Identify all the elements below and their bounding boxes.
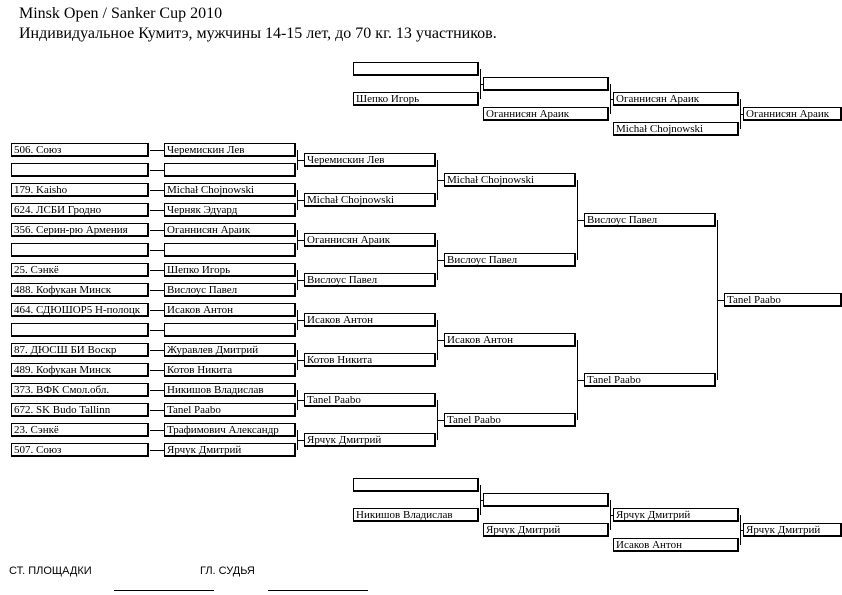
repechage-bottom-r2-slot-2: Ярчук Дмитрий xyxy=(483,523,609,537)
connector xyxy=(150,190,164,191)
connector xyxy=(150,170,164,171)
club-slot: 356. Серин-рю Армения xyxy=(11,223,149,237)
court-signature-line xyxy=(114,590,214,591)
club-slot xyxy=(11,243,149,257)
round2-slot: Исаков Антон xyxy=(304,313,436,327)
round3-slot: Michał Chojnowski xyxy=(444,173,576,187)
repechage-bottom-r1-slot-1 xyxy=(353,478,479,492)
club-slot: 488. Кофукан Минск xyxy=(11,283,149,297)
club-slot xyxy=(11,163,149,177)
repechage-top-r2-slot-2: Оганнисян Араик xyxy=(483,107,609,121)
club-slot: 87. ДЮСШ БИ Воскр xyxy=(11,343,149,357)
round4-slot: Вислоус Павел xyxy=(584,213,716,227)
round1-slot: Никишов Владислав xyxy=(164,383,296,397)
connector xyxy=(150,430,164,431)
repechage-top-r3-slot-2: Michał Chojnowski xyxy=(613,122,739,136)
repechage-top-r1-slot-1 xyxy=(353,62,479,76)
repechage-bottom-r1-slot-2: Никишов Владислав xyxy=(353,508,479,522)
round3-slot: Tanel Paabo xyxy=(444,413,576,427)
connector xyxy=(577,380,584,381)
round1-slot: Трафимович Александр xyxy=(164,423,296,437)
connector xyxy=(437,420,444,421)
club-slot: 179. Kaisho xyxy=(11,183,149,197)
round2-slot: Черемискин Лев xyxy=(304,153,436,167)
repechage-bottom-r3-slot-2: Исаков Антон xyxy=(613,538,739,552)
connector xyxy=(297,200,304,201)
round2-slot: Ярчук Дмитрий xyxy=(304,433,436,447)
connector xyxy=(150,350,164,351)
connector xyxy=(150,330,164,331)
club-slot: 25. Сэнкё xyxy=(11,263,149,277)
connector xyxy=(150,250,164,251)
round1-slot xyxy=(164,323,296,337)
club-slot: 464. СДЮШОР5 Н-полоцк xyxy=(11,303,149,317)
club-slot: 672. SK Budo Tallinn xyxy=(11,403,149,417)
connector xyxy=(297,320,304,321)
connector xyxy=(297,280,304,281)
club-slot: 23. Сэнкё xyxy=(11,423,149,437)
round3-slot: Исаков Антон xyxy=(444,333,576,347)
connector xyxy=(437,180,444,181)
page-title: Minsk Open / Sanker Cup 2010 xyxy=(19,5,223,22)
repechage-bottom-winner: Ярчук Дмитрий xyxy=(743,523,842,537)
round1-slot: Michał Chojnowski xyxy=(164,183,296,197)
court-label: СТ. ПЛОЩАДКИ xyxy=(9,565,92,577)
connector xyxy=(297,240,304,241)
round1-slot: Tanel Paabo xyxy=(164,403,296,417)
connector xyxy=(297,440,304,441)
connector xyxy=(150,150,164,151)
round1-slot: Вислоус Павел xyxy=(164,283,296,297)
round3-slot: Вислоус Павел xyxy=(444,253,576,267)
round1-slot: Черемискин Лев xyxy=(164,143,296,157)
final-winner: Tanel Paabo xyxy=(724,293,842,307)
club-slot: 507. Союз xyxy=(11,443,149,457)
round2-slot: Котов Никита xyxy=(304,353,436,367)
club-slot: 624. ЛСБИ Гродно xyxy=(11,203,149,217)
round1-slot: Котов Никита xyxy=(164,363,296,377)
connector xyxy=(150,270,164,271)
connector xyxy=(150,410,164,411)
round2-slot: Вислоус Павел xyxy=(304,273,436,287)
connector xyxy=(577,220,584,221)
connector xyxy=(297,160,304,161)
round1-slot: Ярчук Дмитрий xyxy=(164,443,296,457)
repechage-top-r2-slot-1 xyxy=(483,77,609,91)
page-subtitle: Индивидуальное Кумитэ, мужчины 14-15 лет, до 70 кг. 13 участников. xyxy=(19,25,497,42)
repechage-top-r3-slot-1: Оганнисян Араик xyxy=(613,92,739,106)
round1-slot: Оганнисян Араик xyxy=(164,223,296,237)
round2-slot: Оганнисян Араик xyxy=(304,233,436,247)
round4-slot: Tanel Paabo xyxy=(584,373,716,387)
club-slot: 489. Кофукан Минск xyxy=(11,363,149,377)
round1-slot: Черняк Эдуард xyxy=(164,203,296,217)
connector xyxy=(150,290,164,291)
repechage-bottom-r3-slot-1: Ярчук Дмитрий xyxy=(613,508,739,522)
club-slot: 373. ВФК Смол.обл. xyxy=(11,383,149,397)
round2-slot: Tanel Paabo xyxy=(304,393,436,407)
connector xyxy=(150,390,164,391)
club-slot xyxy=(11,323,149,337)
round1-slot: Журавлев Дмитрий xyxy=(164,343,296,357)
round2-slot: Michał Chojnowski xyxy=(304,193,436,207)
connector xyxy=(150,310,164,311)
club-slot: 506. Союз xyxy=(11,143,149,157)
round1-slot xyxy=(164,243,296,257)
repechage-top-r1-slot-2: Шепко Игорь xyxy=(353,92,479,106)
judge-signature-line xyxy=(268,590,368,591)
round1-slot: Шепко Игорь xyxy=(164,263,296,277)
connector xyxy=(437,340,444,341)
round1-slot xyxy=(164,163,296,177)
connector xyxy=(717,300,724,301)
repechage-top-winner: Оганнисян Араик xyxy=(743,107,842,121)
repechage-bottom-r2-slot-1 xyxy=(483,493,609,507)
connector xyxy=(437,260,444,261)
connector xyxy=(150,450,164,451)
judge-label: ГЛ. СУДЬЯ xyxy=(200,565,255,577)
connector xyxy=(150,210,164,211)
connector xyxy=(150,370,164,371)
connector xyxy=(297,360,304,361)
connector xyxy=(297,400,304,401)
round1-slot: Исаков Антон xyxy=(164,303,296,317)
connector xyxy=(150,230,164,231)
